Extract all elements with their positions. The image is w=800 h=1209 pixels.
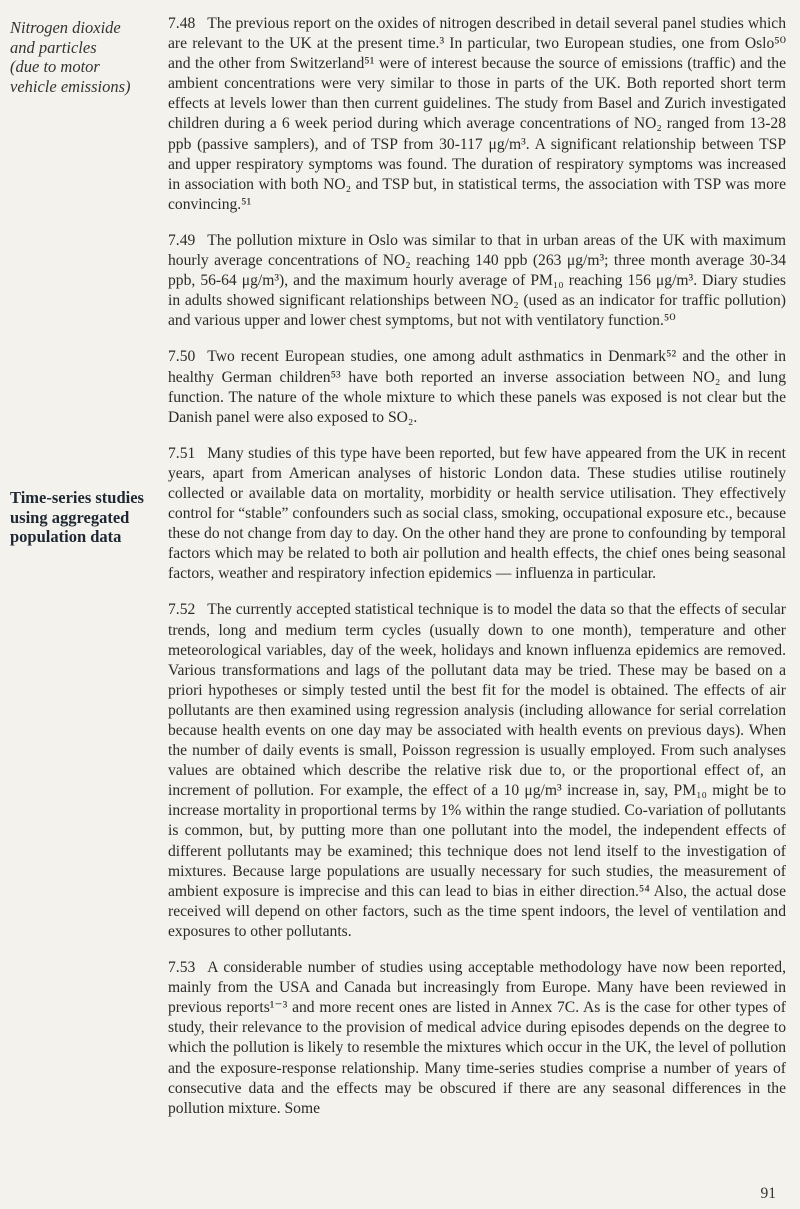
paragraph-number: 7.49	[168, 231, 196, 249]
paragraph-number: 7.52	[168, 601, 196, 619]
paragraph-7-50	[168, 347, 786, 427]
paragraph-number: 7.50	[168, 348, 196, 366]
margin-note-line: using aggregated	[10, 507, 130, 527]
margin-note-line: Nitrogen dioxide	[10, 18, 121, 37]
paragraph-7-51	[168, 444, 786, 585]
margin-note-nitrogen-dioxide	[10, 18, 160, 96]
margin-notes	[0, 0, 160, 1209]
paragraph-text: The previous report on the oxides of nitrogen described in detail several panel studies which are relevant to the UK at the present time.³ In particular, two European studies, one from Oslo⁵⁰ and the other from Switzerland⁵¹ were of interest because the source of emissions (traffic) and the ambient concentrations were very similar to those in parts of the UK. Both reported short term effects at levels lower than then current guidelines. The study from Basel and Zurich investigated children during a 6 week period during which average concentrations of NO₂ ranged from 13-28 ppb (passive samplers), and of TSP from 30-117 μg/m³. A significant relationship between TSP and upper respiratory symptoms was found. The duration of respiratory symptoms was increased in association with both NO₂ and TSP but, in statistical terms, the association with TSP was more convincing.⁵¹	[168, 15, 786, 213]
paragraph-number: 7.48	[168, 15, 196, 32]
margin-note-line: and particles	[10, 37, 97, 57]
paragraph-number: 7.53	[168, 959, 196, 977]
page-number: 91	[760, 1185, 776, 1202]
paragraph-text: A considerable number of studies using acceptable methodology have now been reported, mainly from the USA and Canada but increasingly from Europe. Many have been reviewed in previous reports¹⁻³ and more recent ones are listed in Annex 7C. As is the case for other types of study, their relevance to the provision of medical advice during episodes depends on the degree to which the pollution is likely to resemble the mixtures which occur in the UK, the level of pollution and the exposure-response relationship. Many time-series studies comprise a number of years of consecutive data and the effects may be obscured if there are any seasonal differences in the pollution mixture. Some	[168, 959, 786, 1117]
margin-note-line: vehicle emissions)	[10, 76, 131, 96]
paragraph-7-53	[168, 958, 786, 1119]
paragraph-7-49	[168, 231, 786, 331]
margin-note-line: Time-series studies	[10, 488, 144, 507]
paragraph-text: Many studies of this type have been reported, but few have appeared from the UK in recent years, apart from American analyses of historic London data. These studies utilise routinely collected or available data on mortality, morbidity or health service utilisation. They effectively control for “stable” confounders such as social class, smoking, occupational exposure etc., because these do not change from day to day. On the other hand they are prone to confounding by temporal factors which may be related to both air pollution and health effects, the chief ones being seasonal factors, weather and respiratory infection epidemics — influenza in particular.	[168, 444, 786, 583]
paragraph-text: The pollution mixture in Oslo was similar to that in urban areas of the UK with maximum hourly average concentrations of NO₂ reaching 140 ppb (263 μg/m³; three month average 30-34 ppb, 56-64 μg/m³), and the maximum hourly average of PM₁₀ reaching 156 μg/m³. Diary studies in adults showed significant relationships between NO₂ (used as an indicator for traffic pollution) and various upper and lower chest symptoms, but not with ventilatory function.⁵⁰	[168, 231, 786, 330]
paragraph-7-48	[168, 14, 786, 215]
paragraph-text: The currently accepted statistical technique is to model the data so that the effects of secular trends, long and medium term cycles (usually down to one month), temperature and other meteorological variables, day of the week, holidays and known influenza epidemics are removed. Various transformations and lags of the pollutant data may be tried. These may be based on a priori hypotheses or simply tested until the best fit for the model is obtained. The effects of air pollutants are then examined using regression analysis (including allowance for serial correlation because health events on one day may be associated with health events on previous days). When the number of daily events is small, Poisson regression is usually employed. From such analyses values are obtained which describe the relative risk due to, or the proportional effect of, an increment of pollution. For example, the effect of a 10 μg/m³ increase in, say, PM₁₀ might be to increase mortality in proportional terms by 1% within the range studied. Co-variation of pollutants is common, but, by putting more than one pollutant into the model, the independent effects of different pollutants may be examined; this technique does not lend itself to the investigation of mixtures. Because large populations are usually necessary for such studies, the measurement of ambient exposure is imprecise and this can lead to bias in either direction.⁵⁴ Also, the actual dose received will depend on other factors, such as the time spent indoors, the level of ventilation and exposures to other pollutants.	[168, 601, 786, 940]
paragraph-text: Two recent European studies, one among adult asthmatics in Denmark⁵² and the other in healthy German children⁵³ have both reported an inverse association between NO₂ and lung function. The nature of the whole mixture to which these panels was exposed is not clear but the Danish panel were also exposed to SO₂.	[168, 348, 786, 426]
margin-note-line: (due to motor	[10, 57, 100, 76]
paragraph-7-52	[168, 600, 786, 942]
paragraph-number: 7.51	[168, 444, 196, 462]
margin-note-line: population data	[10, 527, 122, 546]
main-text	[168, 14, 786, 1135]
margin-note-time-series	[10, 488, 160, 547]
